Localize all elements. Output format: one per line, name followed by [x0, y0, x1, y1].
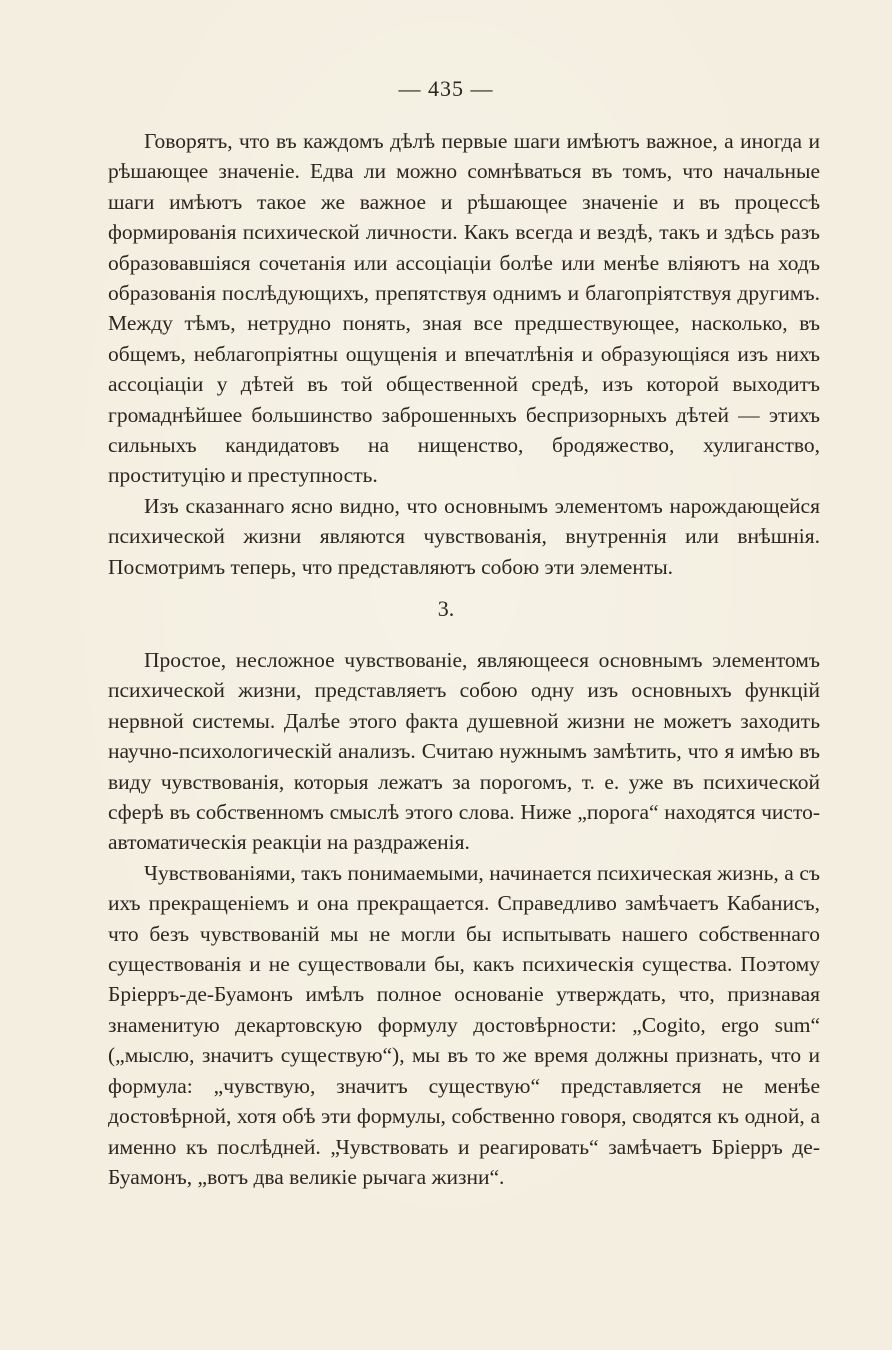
text-block-lower — [108, 645, 820, 1192]
page-number: — 435 — — [398, 76, 494, 101]
paragraph: Говорятъ, что въ каждомъ дѣлѣ первые шаги имѣютъ важное, а иногда и рѣшающее значеніе. Едва ли можно сомнѣваться въ томъ, что начальные шаги имѣютъ такое же важное и рѣшающее значеніе и въ процессѣ формированія психической личности. Какъ всегда и вездѣ, такъ и здѣсь разъ образовавшіяся сочетанія или ассоціаціи болѣе или менѣе вліяютъ на ходъ образованія послѣдующихъ, препятствуя однимъ и благопріятствуя другимъ. Между тѣмъ, нетрудно понять, зная все предшествующее, насколько, въ общемъ, неблагопріятны ощущенія и впечатлѣнія и образующіяся изъ нихъ ассоціаціи у дѣтей въ той общественной средѣ, изъ которой выходитъ громаднѣйшее большинство заброшенныхъ беспризорныхъ дѣтей — этихъ сильныхъ кандидатовъ на нищенство, бродяжество, хулиганство, проституцію и преступность. — [108, 129, 820, 488]
section-number: 3. — [437, 596, 455, 621]
paragraph: Чувствованіями, такъ понимаемыми, начинается психическая жизнь, а съ ихъ прекращеніемъ и она прекращается. Справедливо замѣчаетъ Кабанисъ, что безъ чувствованій мы не могли бы испытывать нашего собственнаго существованія и не существовали бы, какъ психическія существа. Поэтому Бріерръ-де-Буамонъ имѣлъ полное основаніе утверждать, что, признавая знаменитую декартовскую формулу достовѣрности: „Cogito, ergo sum“ („мыслю, значитъ существую“), мы въ то же время должны признать, что и формула: „чувствую, значитъ существую“ представляется не менѣе достовѣрной, хотя обѣ эти формулы, собственно говоря, сводятся къ одной, а именно къ послѣдней. „Чувствовать и реагировать“ замѣчаетъ Бріерръ де-Буамонъ, „вотъ два великіе рычага жизни“. — [108, 860, 820, 1189]
text-block-upper — [108, 126, 820, 582]
paragraph: Изъ сказаннаго ясно видно, что основнымъ элементомъ нарождающейся психической жизни являются чувствованія, внутреннія или внѣшнія. Посмотримъ теперь, что представляютъ собою эти элементы. — [108, 493, 820, 579]
paragraph: Простое, несложное чувствованіе, являющееся основнымъ элементомъ психической жизни, представляетъ собою одну изъ основныхъ функцій нервной системы. Далѣе этого факта душевной жизни не можетъ заходить научно-психологическій анализъ. Считаю нужнымъ замѣтить, что я имѣю въ виду чувствованія, которыя лежатъ за порогомъ, т. е. уже въ психической сферѣ въ собственномъ смыслѣ этого слова. Ниже „порога“ находятся чисто-автоматическія реакціи на раздраженія. — [108, 648, 820, 855]
